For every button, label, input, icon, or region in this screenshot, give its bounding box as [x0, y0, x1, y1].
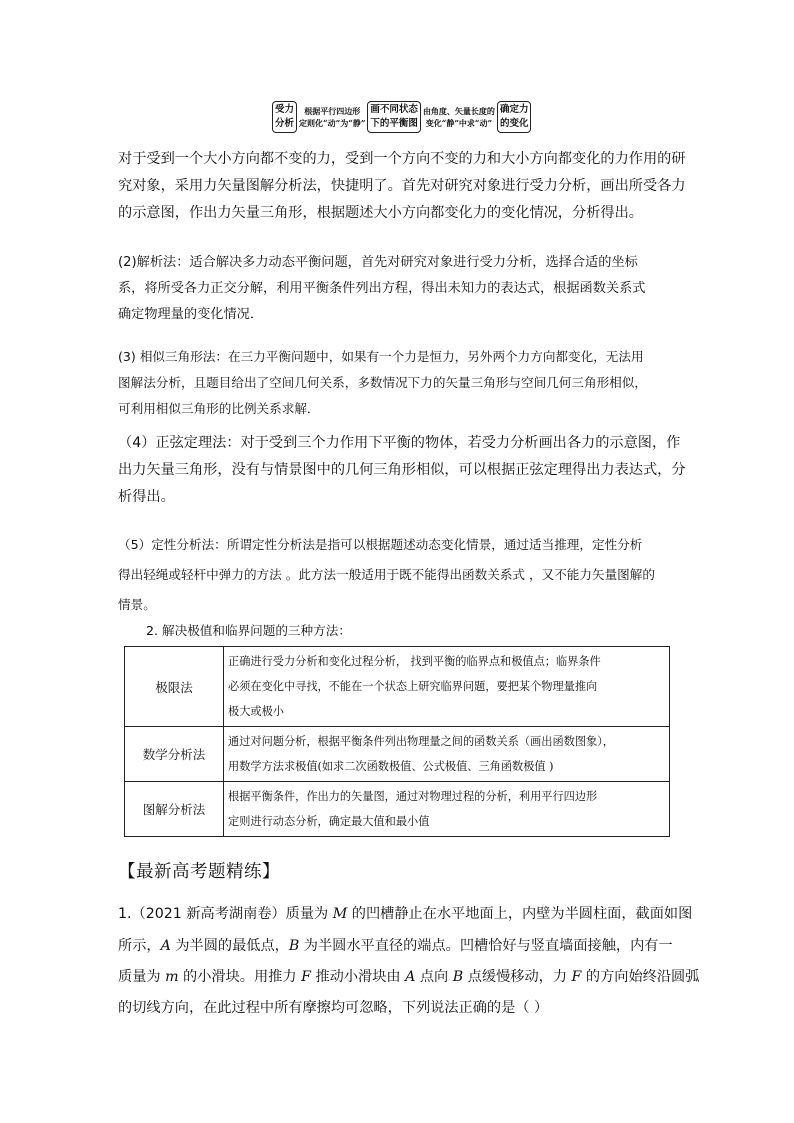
- variable: F: [571, 969, 582, 985]
- paragraph-similar-triangle-method: [118, 344, 688, 422]
- variable: A: [160, 938, 171, 954]
- text-line: 出力矢量三角形，没有与情景图中的几何三角形相似，可以根据正弦定理得出力表达式，分: [118, 462, 686, 478]
- table-row: [125, 782, 670, 837]
- variable: B: [452, 969, 464, 985]
- table-row: [125, 727, 670, 782]
- question-line: [118, 935, 673, 955]
- flow-box-balance-diagram: [367, 101, 421, 133]
- text-line: 情景。: [118, 597, 156, 612]
- method-name: 数学分析法: [125, 727, 224, 782]
- text-run: 所示，: [118, 938, 161, 954]
- text-line: （5）定性分析法：所谓定性分析法是指可以根据题述动态变化情景，通过适当推理，定性分析: [118, 537, 643, 552]
- text-line: 图解法分析，且题目给出了空间几何关系，多数情况下力的矢量三角形与空间几何三角形相似，: [118, 375, 647, 390]
- text-line: 定则进行动态分析，确定最大值和最小值: [228, 815, 430, 828]
- method-name: 极限法: [125, 647, 224, 727]
- text-run: 点缓慢移动，力: [463, 969, 572, 985]
- text-line: （4）正弦定理法：对于受到三个力作用下平衡的物体，若受力分析画出各力的示意图，作: [118, 435, 681, 451]
- text-line: (2)解析法：适合解决多力动态平衡问题，首先对研究对象进行受力分析，选择合适的坐标: [118, 255, 638, 270]
- flow-box-force-analysis: [272, 101, 297, 133]
- flow-box-text: 分析: [275, 117, 295, 129]
- paragraph-sine-law-method: [118, 430, 688, 511]
- flow-box-text: 的变化: [499, 117, 529, 129]
- flow-arrow-text: 变化“静”中求“动”: [425, 117, 493, 128]
- flow-arrow-text: 由角度、矢量长度的: [422, 105, 495, 116]
- text-run: 点向: [415, 969, 453, 985]
- text-run: 的方向始终沿圆弧: [581, 969, 700, 985]
- text-run: 推动小滑块由: [310, 969, 406, 985]
- text-line: 可利用相似三角形的比例关系求解．: [118, 401, 320, 416]
- paragraph-analytic-method: [118, 250, 688, 328]
- text-run: 为半圆水平直径的端点。凹槽恰好与竖直墙面接触，内有一: [299, 938, 673, 954]
- flow-box-text: 下的平衡图: [370, 117, 418, 129]
- method-desc: [224, 647, 670, 727]
- text-line: 正确进行受力分析和变化过程分析， 找到平衡的临界点和极值点；临界条件: [228, 655, 601, 668]
- variable: A: [405, 969, 416, 985]
- text-line: (3) 相似三角形法：在三力平衡问题中，如果有一个力是恒力，另外两个力方向都变化，无法用: [118, 349, 644, 364]
- paragraph-qualitative-method: [118, 530, 688, 620]
- flow-box-force-change: [497, 101, 532, 133]
- table-row: [125, 647, 670, 727]
- text-line: 用数学方法求极值(如求二次函数极值、公式极值、三角函数极值 ): [228, 760, 554, 773]
- text-line: 极大或极小: [228, 705, 284, 718]
- methods-table: [124, 646, 670, 837]
- variable: m: [165, 969, 179, 985]
- variable: M: [332, 906, 348, 922]
- text-line: 系，将所受各力正交分解，利用平衡条件列出方程，得出未知力的表达式，根据函数关系式: [118, 281, 646, 296]
- flow-box-text: 确定力: [499, 103, 529, 115]
- flow-arrow-text: 根据平行四边形: [304, 105, 361, 116]
- paragraph-graphic-method: [118, 146, 688, 227]
- method-name: 图解分析法: [125, 782, 224, 837]
- flow-box-text: 受力: [275, 103, 295, 115]
- flow-arrow-2: [421, 105, 497, 129]
- text-line: 得出轻绳或轻杆中弹力的方法 。此方法一般适用于既不能得出函数关系式 ，又不能力矢量图解的: [118, 567, 655, 582]
- list-item-heading: 2. 解决极值和临界问题的三种方法：: [146, 623, 351, 638]
- text-run: 为半圆的最低点，: [170, 938, 289, 954]
- section-title: 【最新高考题精练】: [118, 862, 280, 882]
- method-desc: [224, 727, 670, 782]
- text-line: 确定物理量的变化情况．: [118, 307, 264, 322]
- text-run: 1.（2021 新高考湖南卷）质量为: [118, 906, 333, 922]
- text-line: 析得出。: [118, 489, 175, 505]
- text-line: 究对象，采用力矢量图解分析法，快捷明了。首先对研究对象进行受力分析，画出所受各力: [118, 178, 686, 194]
- flowchart: [272, 100, 531, 133]
- variable: B: [288, 938, 300, 954]
- flow-arrow-text: 定则化“动”为“静”: [299, 117, 366, 128]
- flow-arrow-1: [297, 105, 367, 129]
- text-run: 的凹槽静止在水平地面上，内壁为半圆柱面，截面如图: [347, 906, 693, 922]
- variable: F: [301, 969, 311, 985]
- question-line: [118, 903, 692, 923]
- text-line: 必须在变化中寻找，不能在一个状态上研究临界问题，要把某个物理量推向: [228, 680, 598, 693]
- text-line: 的示意图，作出力矢量三角形，根据题述大小方向都变化力的变化情况，分析得出。: [118, 205, 643, 221]
- flow-box-text: 画不同状态: [370, 103, 418, 115]
- question-line: [118, 966, 699, 986]
- text-line: 对于受到一个大小方向都不变的力，受到一个方向不变的力和大小方向都变化的力作用的研: [118, 151, 686, 167]
- text-run: 的小滑块。用推力: [178, 969, 302, 985]
- text-line: 通过对问题分析，根据平衡条件列出物理量之间的函数关系（画出函数图象），: [228, 735, 614, 748]
- text-line: 根据平衡条件，作出力的矢量图，通过对物理过程的分析，利用平行四边形: [228, 790, 598, 803]
- text-run: 质量为: [118, 969, 166, 985]
- question-line: 的切线方向，在此过程中所有摩擦均可忽略，下列说法正确的是（ ）: [118, 1000, 549, 1016]
- method-desc: [224, 782, 670, 837]
